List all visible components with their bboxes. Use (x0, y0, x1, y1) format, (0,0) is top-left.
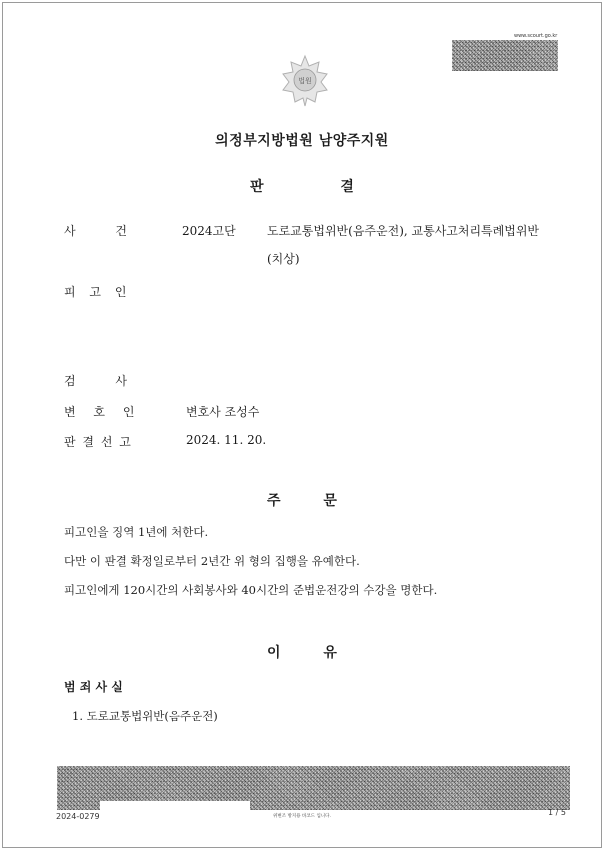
case-label: 사 건 (64, 224, 127, 238)
document-title: 판 결 (250, 179, 354, 195)
sentence-date-value: 2024. 11. 20. (186, 433, 267, 447)
order-heading: 주 문 (267, 493, 337, 509)
defendant-label: 피 고 인 (64, 285, 127, 299)
counsel-label: 변 호 인 (64, 405, 135, 419)
emblem-label: 법원 (298, 77, 312, 85)
counsel-value: 변호사 조성수 (186, 405, 260, 419)
sentence-date-label: 판 결 선 고 (64, 435, 131, 449)
redaction-box (100, 801, 250, 813)
reasons-heading: 이 유 (267, 645, 337, 661)
barcode-note: 위변조 방지용 바코드 입니다. (273, 814, 331, 819)
page-number: 1 / 5 (548, 808, 566, 817)
case-name-line2: (치상) (267, 252, 300, 266)
document-number: 2024-0279 (56, 812, 100, 821)
order-line-3: 피고인에게 120시간의 사회봉사와 40시간의 준법운전강의 수강을 명한다. (64, 583, 438, 597)
court-name: 의정부지방법원 남양주지원 (215, 133, 389, 149)
prosecutor-label: 검 사 (64, 374, 127, 388)
site-url: www.scourt.go.kr (514, 33, 558, 39)
security-barcode-top (452, 40, 558, 71)
order-line-2: 다만 이 판결 확정일로부터 2년간 위 형의 집행을 유예한다. (64, 554, 360, 568)
court-emblem (279, 54, 331, 108)
case-number: 2024고단 (182, 224, 236, 238)
case-name-line1: 도로교통법위반(음주운전), 교통사고처리특례법위반 (267, 224, 540, 238)
order-line-1: 피고인을 징역 1년에 처한다. (64, 525, 209, 539)
crime-facts-heading: 범 죄 사 실 (64, 680, 123, 694)
reason-item-1: 1. 도로교통법위반(음주운전) (72, 709, 218, 723)
